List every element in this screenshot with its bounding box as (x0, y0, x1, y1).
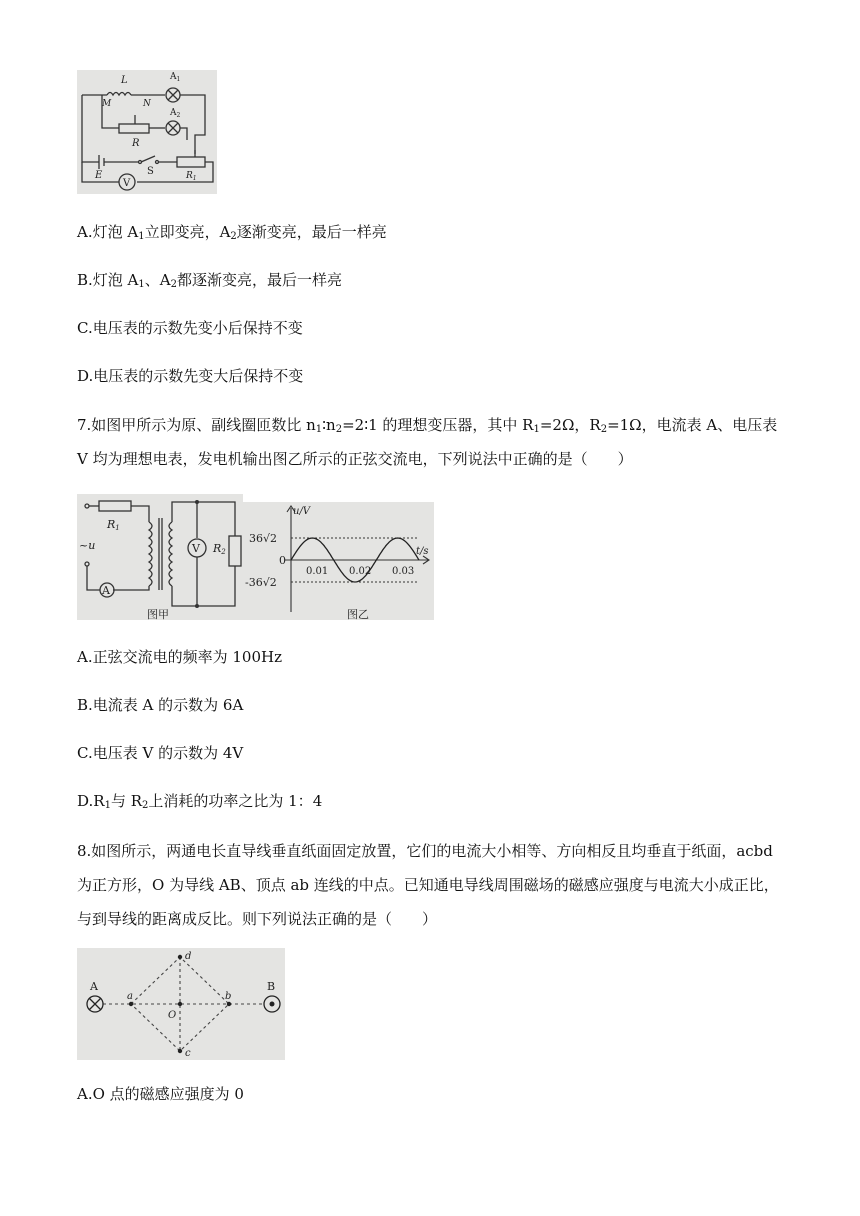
q6-option-b: B.灯泡 $A_1$、$A_2$都逐渐变亮，最后一样亮 (77, 271, 343, 290)
point-a (129, 1002, 133, 1006)
lamp-a1-label: $A_1$ (170, 72, 181, 83)
q6-option-a: A.灯泡 $A_1$立即变亮，$A_2$逐渐变亮，最后一样亮 (77, 223, 387, 242)
y-zero-label: 0 (279, 554, 286, 567)
r2-label: R2 (213, 542, 226, 556)
x-tick-0.01: 0.01 (306, 566, 329, 577)
point-d (178, 955, 182, 959)
ammeter-label: A (102, 584, 110, 597)
wire-a-label: A (90, 980, 98, 993)
voltmeter-label: V (123, 178, 131, 189)
x-axis-label: t/s (416, 546, 429, 557)
battery-label: E (95, 170, 103, 181)
node-m-label: M (102, 99, 112, 109)
point-c (178, 1049, 182, 1053)
q6-option-d: D.电压表的示数先变大后保持不变 (77, 367, 304, 385)
a-label: a (127, 991, 133, 1002)
voltmeter-label: V (192, 542, 200, 555)
q7-option-a: A.正弦交流电的频率为 100Hz (77, 648, 282, 666)
wire-b-label: B (267, 980, 276, 993)
figure-yi-caption: 图乙 (347, 608, 369, 620)
point-o (178, 1002, 182, 1006)
switch-label: S (147, 166, 154, 177)
b-label: b (225, 991, 232, 1002)
x-tick-0.03: 0.03 (392, 566, 415, 577)
wires-square-figure (77, 948, 285, 1060)
voltage-time-chart (243, 502, 434, 620)
c-label: c (185, 1048, 191, 1059)
wires-square-diagram (77, 948, 285, 1060)
circuit-diagram (77, 70, 217, 194)
inductor-label: L (121, 75, 128, 86)
rheostat-label: $R_1$ (186, 171, 197, 182)
y-max-label: 36√2 (249, 532, 278, 545)
figure-jia-caption: 图甲 (147, 608, 169, 620)
x-tick-0.02: 0.02 (349, 566, 372, 577)
q7-option-b: B.电流表 A 的示数为 6A (77, 696, 244, 714)
y-axis-label: u/V (293, 506, 311, 517)
transformer-figure (77, 494, 243, 620)
circuit-figure-q6 (77, 70, 217, 194)
q7-option-c: C.电压表 V 的示数为 4V (77, 744, 244, 762)
node-n-label: N (143, 99, 151, 109)
d-label: d (185, 951, 192, 962)
point-b (227, 1002, 231, 1006)
y-min-label: -36√2 (245, 576, 277, 589)
r1-label: R1 (107, 518, 120, 532)
q8-stem: 8.如图所示，两通电长直导线垂直纸面固定放置，它们的电流大小相等、方向相反且均垂直于纸面，acbd 为正方形，O 为导线 AB、顶点 ab 连线的中点。已知通电导线周围磁场的磁感应强度与电流大小成正比，与到导线的距离成反比。则下列说法正确的是（ ） (77, 842, 779, 928)
lamp-a2-label: $A_2$ (170, 108, 181, 119)
resistor-r-label: R (132, 138, 140, 149)
q7-option-d: $D.R_1$与 $R_2$上消耗的功率之比为 1：4 (77, 792, 323, 811)
voltage-graph-figure (243, 502, 434, 620)
o-label: O (168, 1010, 177, 1021)
source-u-label: ~u (79, 539, 96, 552)
q7-stem: 7.如图甲所示为原、副线圈匝数比 $n_1∶n_2=2∶1$ 的理想变压器，其中 $R_1=2\Omega$，$R_2=1\Omega$，电流表 A、电压表 V 均为理想电表，发电机输出图乙所示的正弦交流电，下列说法中正确的是（ ） (77, 416, 778, 468)
transformer-diagram (77, 494, 243, 620)
q6-option-c: C.电压表的示数先变小后保持不变 (77, 319, 303, 337)
q8-option-a: A.O 点的磁感应强度为 0 (77, 1085, 244, 1103)
